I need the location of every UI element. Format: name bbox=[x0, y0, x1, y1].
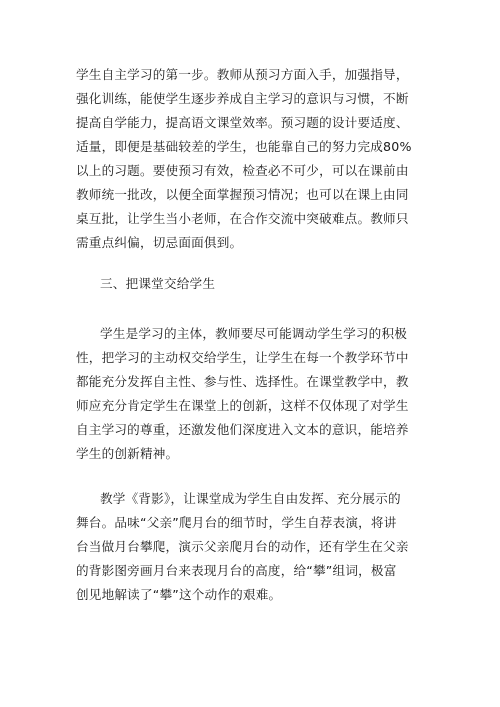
text-line: 桌互批，让学生当小老师，在合作交流中突破难点。教师只 bbox=[76, 211, 409, 226]
text-line: 学生是学习的主体，教师要尽可能调动学生学习的积极 bbox=[100, 326, 408, 341]
heading-text: 三、把课堂交给学生 bbox=[100, 276, 216, 291]
text-line: 需重点纠偏，切忌面面俱到。 bbox=[76, 235, 243, 250]
text-line: 台当做月台攀爬，演示父亲爬月台的动作，还有学生在父亲 bbox=[76, 539, 409, 554]
text-line: 自主学习的尊重，还激发他们深度进入文本的意识，能培养 bbox=[76, 422, 409, 437]
text-line: 学生自主学习的第一步。教师从预习方面入手，加强指导， bbox=[76, 67, 409, 82]
text-line: 学生的创新精神。 bbox=[76, 446, 179, 461]
text-line: 创见地解读了“攀”这个动作的艰难。 bbox=[76, 587, 282, 602]
text-line: 以上的习题。要使预习有效，检查必不可少，可以在课前由 bbox=[76, 163, 409, 178]
text-line: 性，把学习的主动权交给学生，让学生在每一个教学环节中 bbox=[76, 350, 409, 365]
text-line: 提高自学能力，提高语文课堂效率。预习题的设计要适度、 bbox=[76, 115, 409, 130]
text-line: 师应充分肯定学生在课堂上的创新，这样不仅体现了对学生 bbox=[76, 398, 409, 413]
text-line: 舞台。品味“父亲”爬月台的细节时，学生自荐表演，将讲 bbox=[76, 515, 397, 530]
text-line: 教师统一批改，以便全面掌握预习情况；也可以在课上由同 bbox=[76, 187, 409, 202]
text-line: 的背影图旁画月台来表现月台的高度，给“攀”组词，极富 bbox=[76, 563, 397, 578]
text-line: 强化训练，能使学生逐步养成自主学习的意识与习惯，不断 bbox=[76, 91, 409, 106]
text-line: 适量，即便是基础较差的学生，也能靠自己的努力完成80% bbox=[76, 139, 412, 154]
text-line: 都能充分发挥自主性、参与性、选择性。在课堂教学中，教 bbox=[76, 374, 409, 389]
text-line: 教学《背影》，让课堂成为学生自由发挥、充分展示的 bbox=[100, 491, 401, 506]
